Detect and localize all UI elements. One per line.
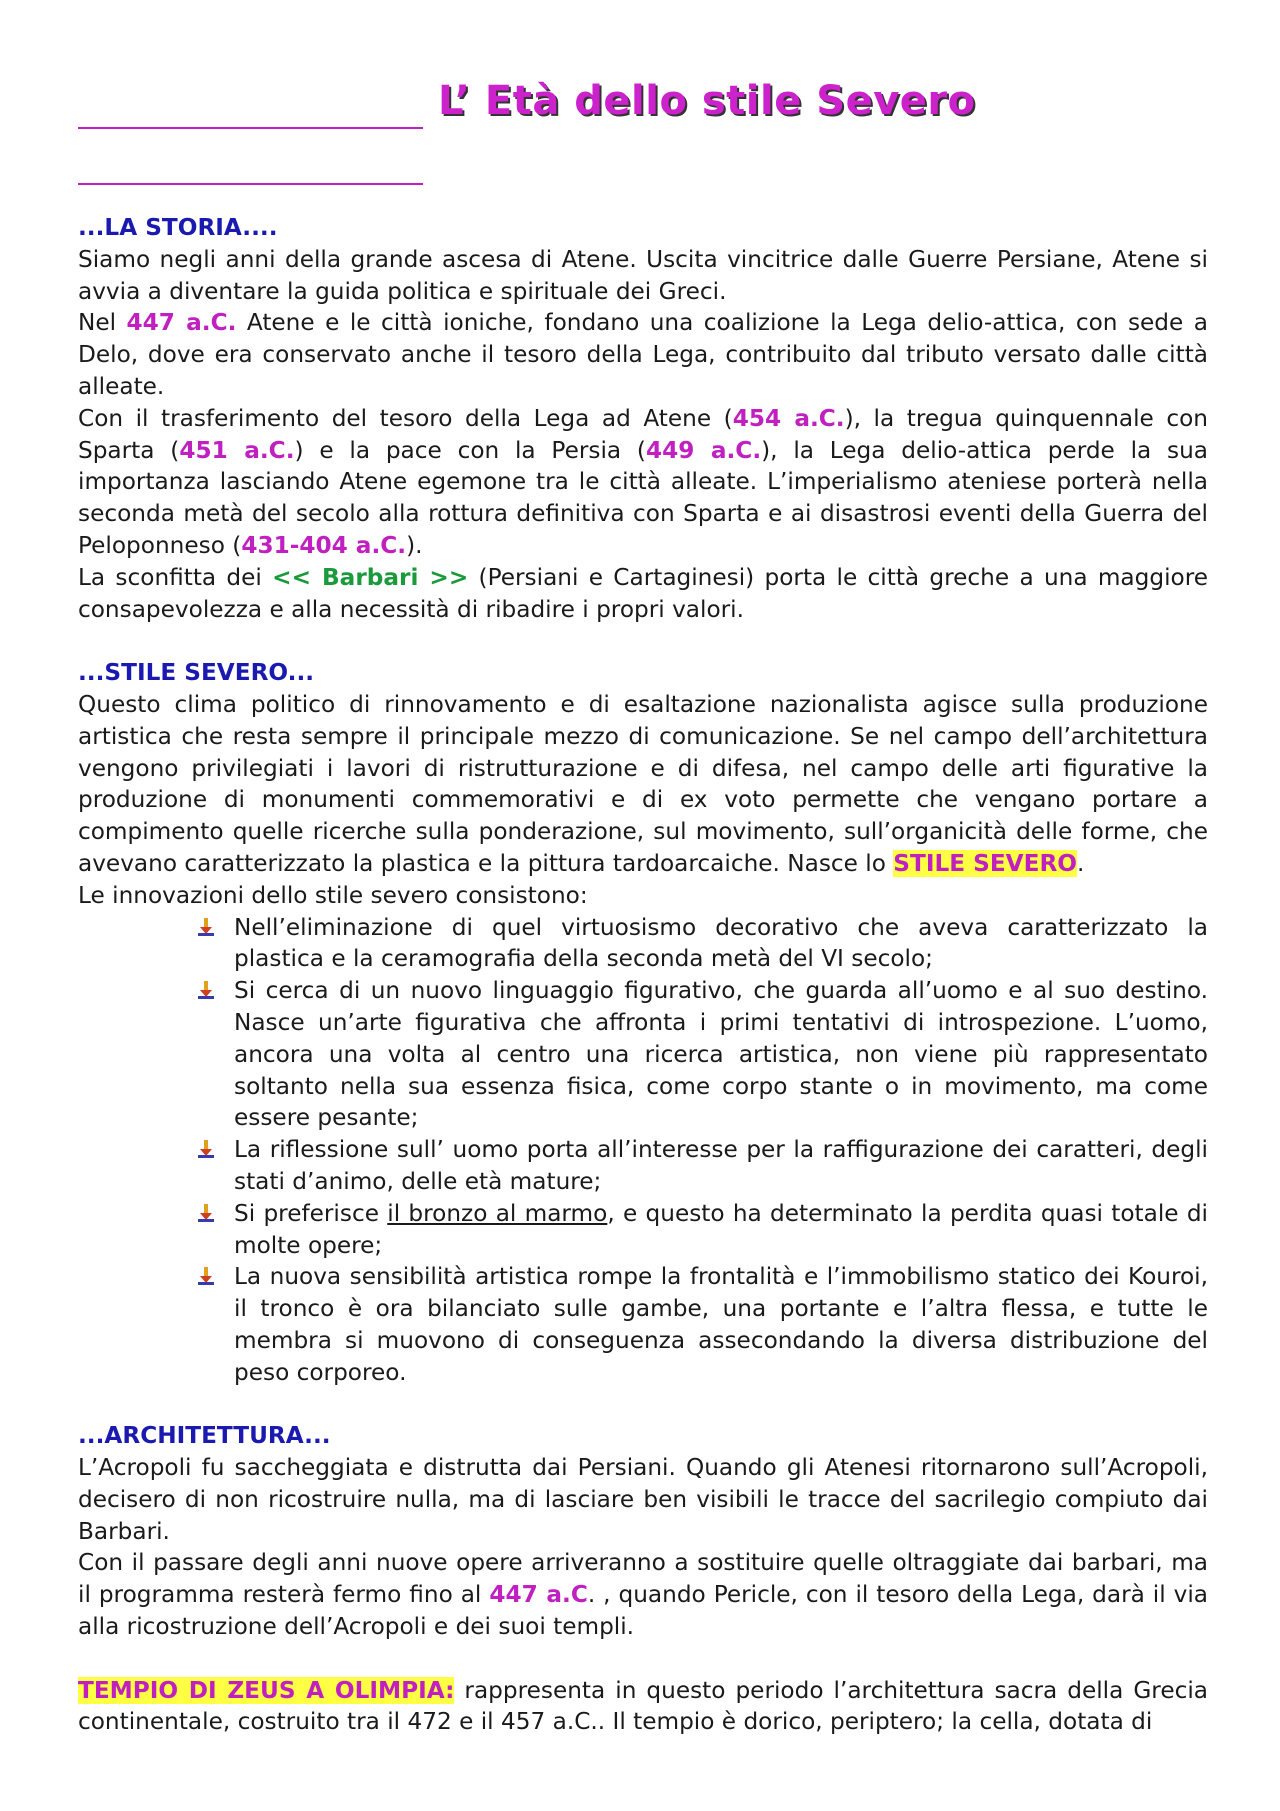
arrow-bullet-icon: [196, 1204, 216, 1222]
paragraph: Nel 447 a.C. Atene e le città ioniche, fondano una coalizione la Lega delio-attica, con sede a Delo, dove era conservato anche il tesoro della Lega, contribuito dal tributo versato dalle città alleate.: [78, 309, 1208, 400]
underlined-text: il bronzo al marmo: [387, 1199, 608, 1227]
paragraph: Con il passare degli anni nuove opere arriveranno a sostituire quelle oltraggiate dai barbari, ma il programma resterà fermo fino al 447 a.C. , quando Pericle, con il tesoro della Lega, darà il via alla ricostruzione dell’Acropoli e dei suoi templi.: [78, 1549, 1208, 1641]
list-item: Si cerca di un nuovo linguaggio figurativo, che guarda all’uomo e al suo destino. Nasce un’arte figurativa che affronta i primi tentativi di introspezione. L’uomo, ancora una volta al centro una ricerca artistica, non viene più rappresentato soltanto nella sua essenza fisica, come corpo stante o in movimento, ma come essere pesante;: [234, 975, 1208, 1134]
date-highlight: 431-404 a.C.: [241, 531, 407, 559]
date-highlight: 447 a.C.: [126, 309, 237, 337]
arrow-bullet-icon: [196, 1267, 216, 1285]
list-item: Si preferisce il bronzo al marmo, e questo ha determinato la perdita quasi totale di molte opere;: [234, 1198, 1208, 1262]
arrow-bullet-icon: [196, 981, 216, 999]
page-title: L’ Età dello stile Severo: [438, 78, 976, 124]
paragraph: Con il trasferimento del tesoro della Lega ad Atene (454 a.C.), la tregua quinquennale con Sparta (451 a.C.) e la pace con la Persia (449 a.C.), la Lega delio-attica perde la sua importanza lasciando Atene egemone tra le città alleate. L’imperialismo ateniese porterà nella seconda metà del secolo alla rottura definitiva con Sparta e ai disastrosi eventi della Guerra del Peloponneso (431-404 a.C.).: [78, 404, 1209, 559]
paragraph: Questo clima politico di rinnovamento e di esaltazione nazionalista agisce sulla produzione artistica che resta sempre il principale mezzo di comunicazione. Se nel campo dell’architettura vengono privilegiati i lavori di ristrutturazione e di difesa, nel campo delle arti figurative la produzione di monumenti commemorativi e di ex voto permette che vengano portare a compimento quelle ricerche sulla ponderazione, sul movimento, sull’organicità delle forme, che avevano caratterizzato la plastica e la pittura tardoarcaiche. Nasce lo STILE SEVERO.: [78, 690, 1208, 877]
document-body: [78, 212, 1208, 1738]
paragraph: Siamo negli anni della grande ascesa di Atene. Uscita vincitrice dalle Guerre Persiane, Atene si avvia a diventare la guida politica e spirituale dei Greci.: [78, 245, 1208, 305]
paragraph: TEMPIO DI ZEUS A OLIMPIA: rappresenta in questo periodo l’architettura sacra della Grecia continentale, costruito tra il 472 e il 457 a.C.. Il tempio è dorico, periptero; la cella, dotata di: [78, 1676, 1208, 1736]
barbari-highlight: << Barbari >>: [272, 563, 469, 591]
title-rule-bottom: [78, 183, 423, 185]
stile-severo-highlight: STILE SEVERO: [893, 849, 1078, 877]
title-rule-top: [78, 127, 423, 129]
list-item: Nell’eliminazione di quel virtuosismo decorativo che aveva caratterizzato la plastica e la ceramografia della seconda metà del VI secolo;: [234, 912, 1208, 976]
paragraph: La sconfitta dei << Barbari >> (Persiani e Cartaginesi) porta le città greche a una maggiore consapevolezza e alla necessità di ribadire i propri valori.: [78, 563, 1208, 623]
paragraph: Le innovazioni dello stile severo consistono:: [78, 881, 588, 909]
list-item: La nuova sensibilità artistica rompe la frontalità e l’immobilismo statico dei Kouroi, il tronco è ora bilanciato sulle gambe, una portante e l’altra flessa, e tutte le membra si muovono di conseguenza assecondando la diversa distribuzione del peso corporeo.: [234, 1261, 1208, 1388]
paragraph: L’Acropoli fu saccheggiata e distrutta dai Persiani. Quando gli Atenesi ritornarono sull’Acropoli, decisero di non ricostruire nulla, ma di lasciare ben visibili le tracce del sacrilegio compiuto dai Barbari.: [78, 1454, 1208, 1545]
date-highlight: 447 a.C: [489, 1581, 588, 1609]
section-heading-stile: ...STILE SEVERO...: [78, 659, 315, 687]
list-item: La riflessione sull’ uomo porta all’interesse per la raffigurazione dei caratteri, degli stati d’animo, delle età mature;: [234, 1134, 1208, 1198]
section-heading-storia: ...LA STORIA....: [78, 214, 278, 241]
date-highlight: 449 a.C.: [645, 436, 762, 464]
arrow-bullet-icon: [196, 1140, 216, 1158]
innovations-list: [78, 912, 1208, 1389]
tempio-zeus-highlight: TEMPIO DI ZEUS A OLIMPIA:: [78, 1676, 455, 1704]
section-heading-architettura: ...ARCHITETTURA...: [78, 1422, 331, 1450]
arrow-bullet-icon: [196, 918, 216, 936]
date-highlight: 451 a.C.: [179, 436, 295, 464]
date-highlight: 454 a.C.: [732, 404, 845, 432]
